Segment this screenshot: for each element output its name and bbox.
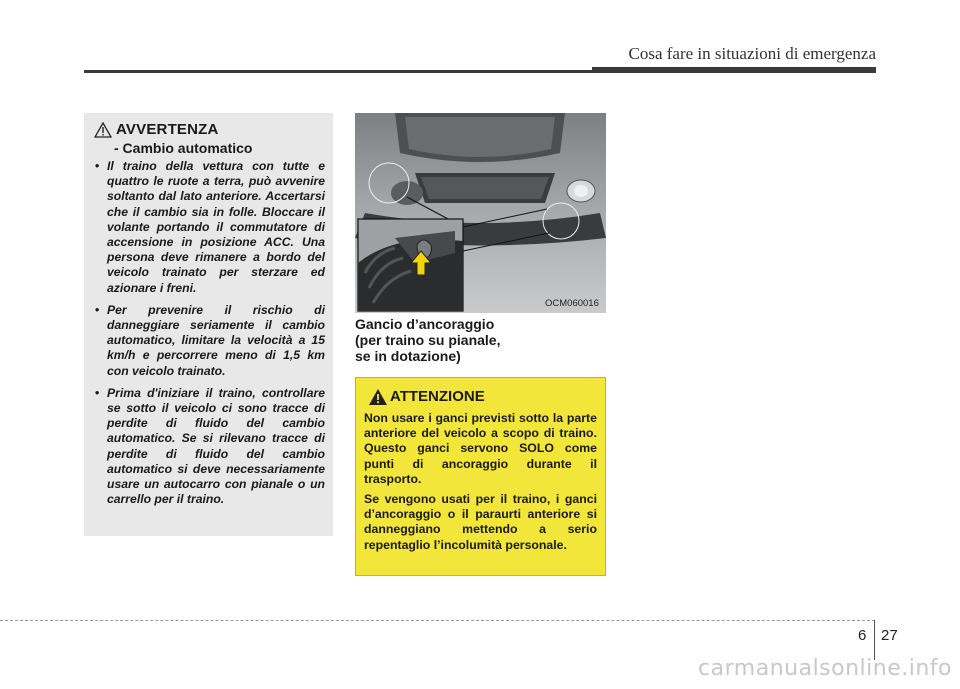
heading-line: se in dotazione) — [355, 348, 461, 364]
attention-header — [364, 388, 597, 408]
warning-item: • Il traino della vettura con tutte e quattro le ruote a terra, può avvenire soltanto dal lato anteriore. Accertarsi che il cambio sia in folle. Bloccare il volante portando il commutatore di accensione in posizione ACC. Una persona deve rimanere a bordo del veicolo trainato per sterzare ed azionare i freni. — [95, 159, 325, 295]
towing-hook-figure — [355, 113, 606, 313]
bumper-illustration — [355, 113, 606, 313]
attention-title: ATTENZIONE — [390, 388, 485, 405]
warning-list — [92, 159, 325, 507]
chapter-number: 6 — [858, 627, 867, 644]
footer-rule — [0, 620, 875, 621]
heading-line: (per traino su pianale, — [355, 332, 501, 348]
watermark: carmanualsonline.info — [698, 656, 952, 681]
warning-subtitle: - Cambio automatico — [114, 140, 253, 156]
attention-paragraph: Non usare i ganci previsti sotto la parte anteriore del veicolo a scopo di traino. Questo ganci servono SOLO come punti di ancoraggio durante il trasporto. — [364, 411, 597, 486]
page-number: 27 — [881, 627, 898, 644]
heading-line: Gancio d’ancoraggio — [355, 316, 495, 332]
warning-header — [92, 121, 325, 139]
warning-triangle-icon — [94, 122, 112, 138]
warning-item: • Per prevenire il rischio di danneggiare seriamente il cambio automatico, limitare la velocità a 15 km/h e percorrere meno di 1,5 km con veicolo trainato. — [95, 302, 325, 378]
header-rule-accent — [592, 67, 876, 73]
warning-triangle-icon — [368, 388, 388, 406]
page-header-title: Cosa fare in situazioni di emergenza — [628, 44, 876, 63]
attention-paragraph: Se vengono usati per il traino, i ganci d’ancoraggio o il paraurti anteriore si danneggiano mettendo a serio repentaglio l’incolumità personale. — [364, 492, 597, 552]
section-heading — [355, 316, 605, 364]
attention-panel — [355, 377, 606, 576]
warning-item: • Prima d'iniziare il traino, controllare se sotto il veicolo ci sono tracce di perdite di fluido del cambio automatico. Se si rilevano tracce di perdite di fluido del cambio automatico si deve necessariamente usare un autocarro con pianale o un carrello per il traino. — [95, 385, 325, 507]
figure-code: OCM060016 — [545, 298, 599, 309]
page-number-divider — [874, 620, 875, 660]
warning-panel — [84, 113, 333, 536]
warning-title: AVVERTENZA — [116, 121, 219, 138]
